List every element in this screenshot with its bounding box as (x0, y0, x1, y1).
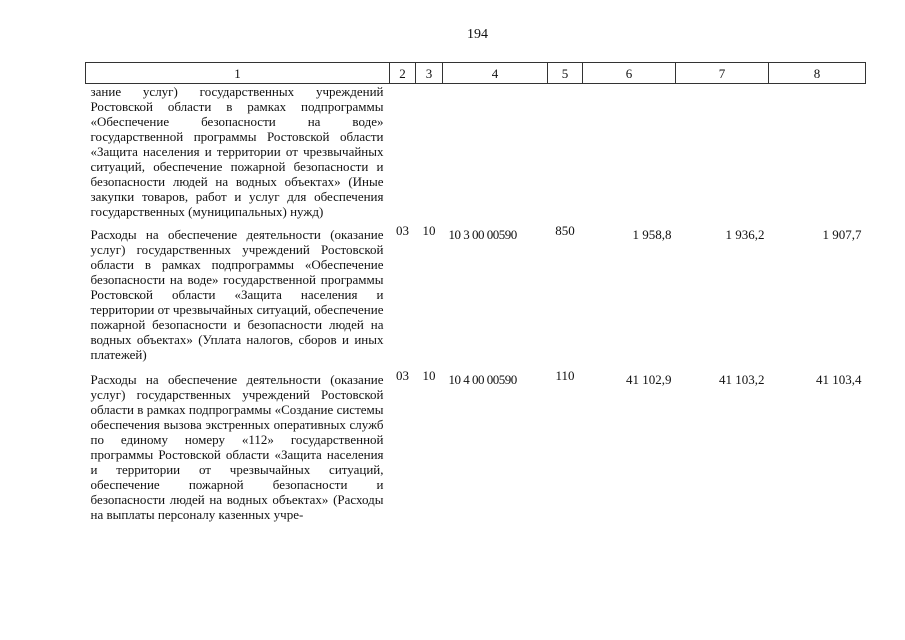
row-subsection-code: 10 (422, 368, 436, 383)
column-header: 4 (443, 63, 548, 84)
row-expense-type: 110 (555, 368, 575, 383)
table-header-row (86, 63, 866, 84)
row-amount-year3: 1 907,7 (822, 227, 862, 242)
budget-table (85, 62, 866, 528)
column-header: 1 (86, 63, 390, 84)
row-expense-type: 850 (555, 223, 575, 238)
column-header: 2 (390, 63, 416, 84)
table-row (86, 223, 866, 368)
column-header: 6 (583, 63, 676, 84)
table-row (86, 368, 866, 528)
row-amount-year2: 1 936,2 (725, 227, 765, 242)
row-target-article: 10 3 00 00590 (448, 227, 517, 242)
page-number: 194 (467, 27, 488, 42)
column-header: 8 (769, 63, 866, 84)
row-amount-year2: 41 103,2 (719, 372, 765, 387)
row-description: Расходы на обеспечение деятельности (оказание услуг) государственных учреждений Ростовской области в рамках подпрограммы «Создание системы обеспечения вызова экстренных оперативных служб по единому номеру «112» государственной программы Ростовской области «Защита населения и территории от чрезвычайных ситуаций, обеспечение пожарной безопасности и безопасности людей на водных объектах» (Расходы на выплаты персоналу казенных учре- (90, 372, 384, 522)
row-amount-year1: 41 102,9 (626, 372, 672, 387)
row-target-article: 10 4 00 00590 (448, 372, 517, 387)
row-description: Расходы на обеспечение деятельности (оказание услуг) государственных учреждений Ростовской области в рамках подпрограммы «Обеспечение безопасности на воде» государственной программы Ростовской области «Защита населения и территории от чрезвычайных ситуаций, обеспечение пожарной безопасности и безопасности людей на водных объектах» (Уплата налогов, сборов и иных платежей) (90, 227, 384, 362)
row-section-code: 03 (396, 223, 409, 238)
column-header: 5 (548, 63, 583, 84)
row-description: зание услуг) государственных учреждений Ростовской области в рамках подпрограммы «Обеспечение безопасности на воде» государственной программы Ростовской области «Защита населения и территории от чрезвычайных ситуаций, обеспечение пожарной безопасности и безопасности людей на водных объектах» (Иные закупки товаров, работ и услуг для обеспечения государственных (муниципальных) нужд) (90, 84, 384, 219)
row-amount-year3: 41 103,4 (816, 372, 862, 387)
table-row-continuation (86, 84, 866, 224)
column-header: 3 (416, 63, 443, 84)
column-header: 7 (676, 63, 769, 84)
row-amount-year1: 1 958,8 (632, 227, 672, 242)
row-subsection-code: 10 (422, 223, 436, 238)
row-section-code: 03 (396, 368, 409, 383)
